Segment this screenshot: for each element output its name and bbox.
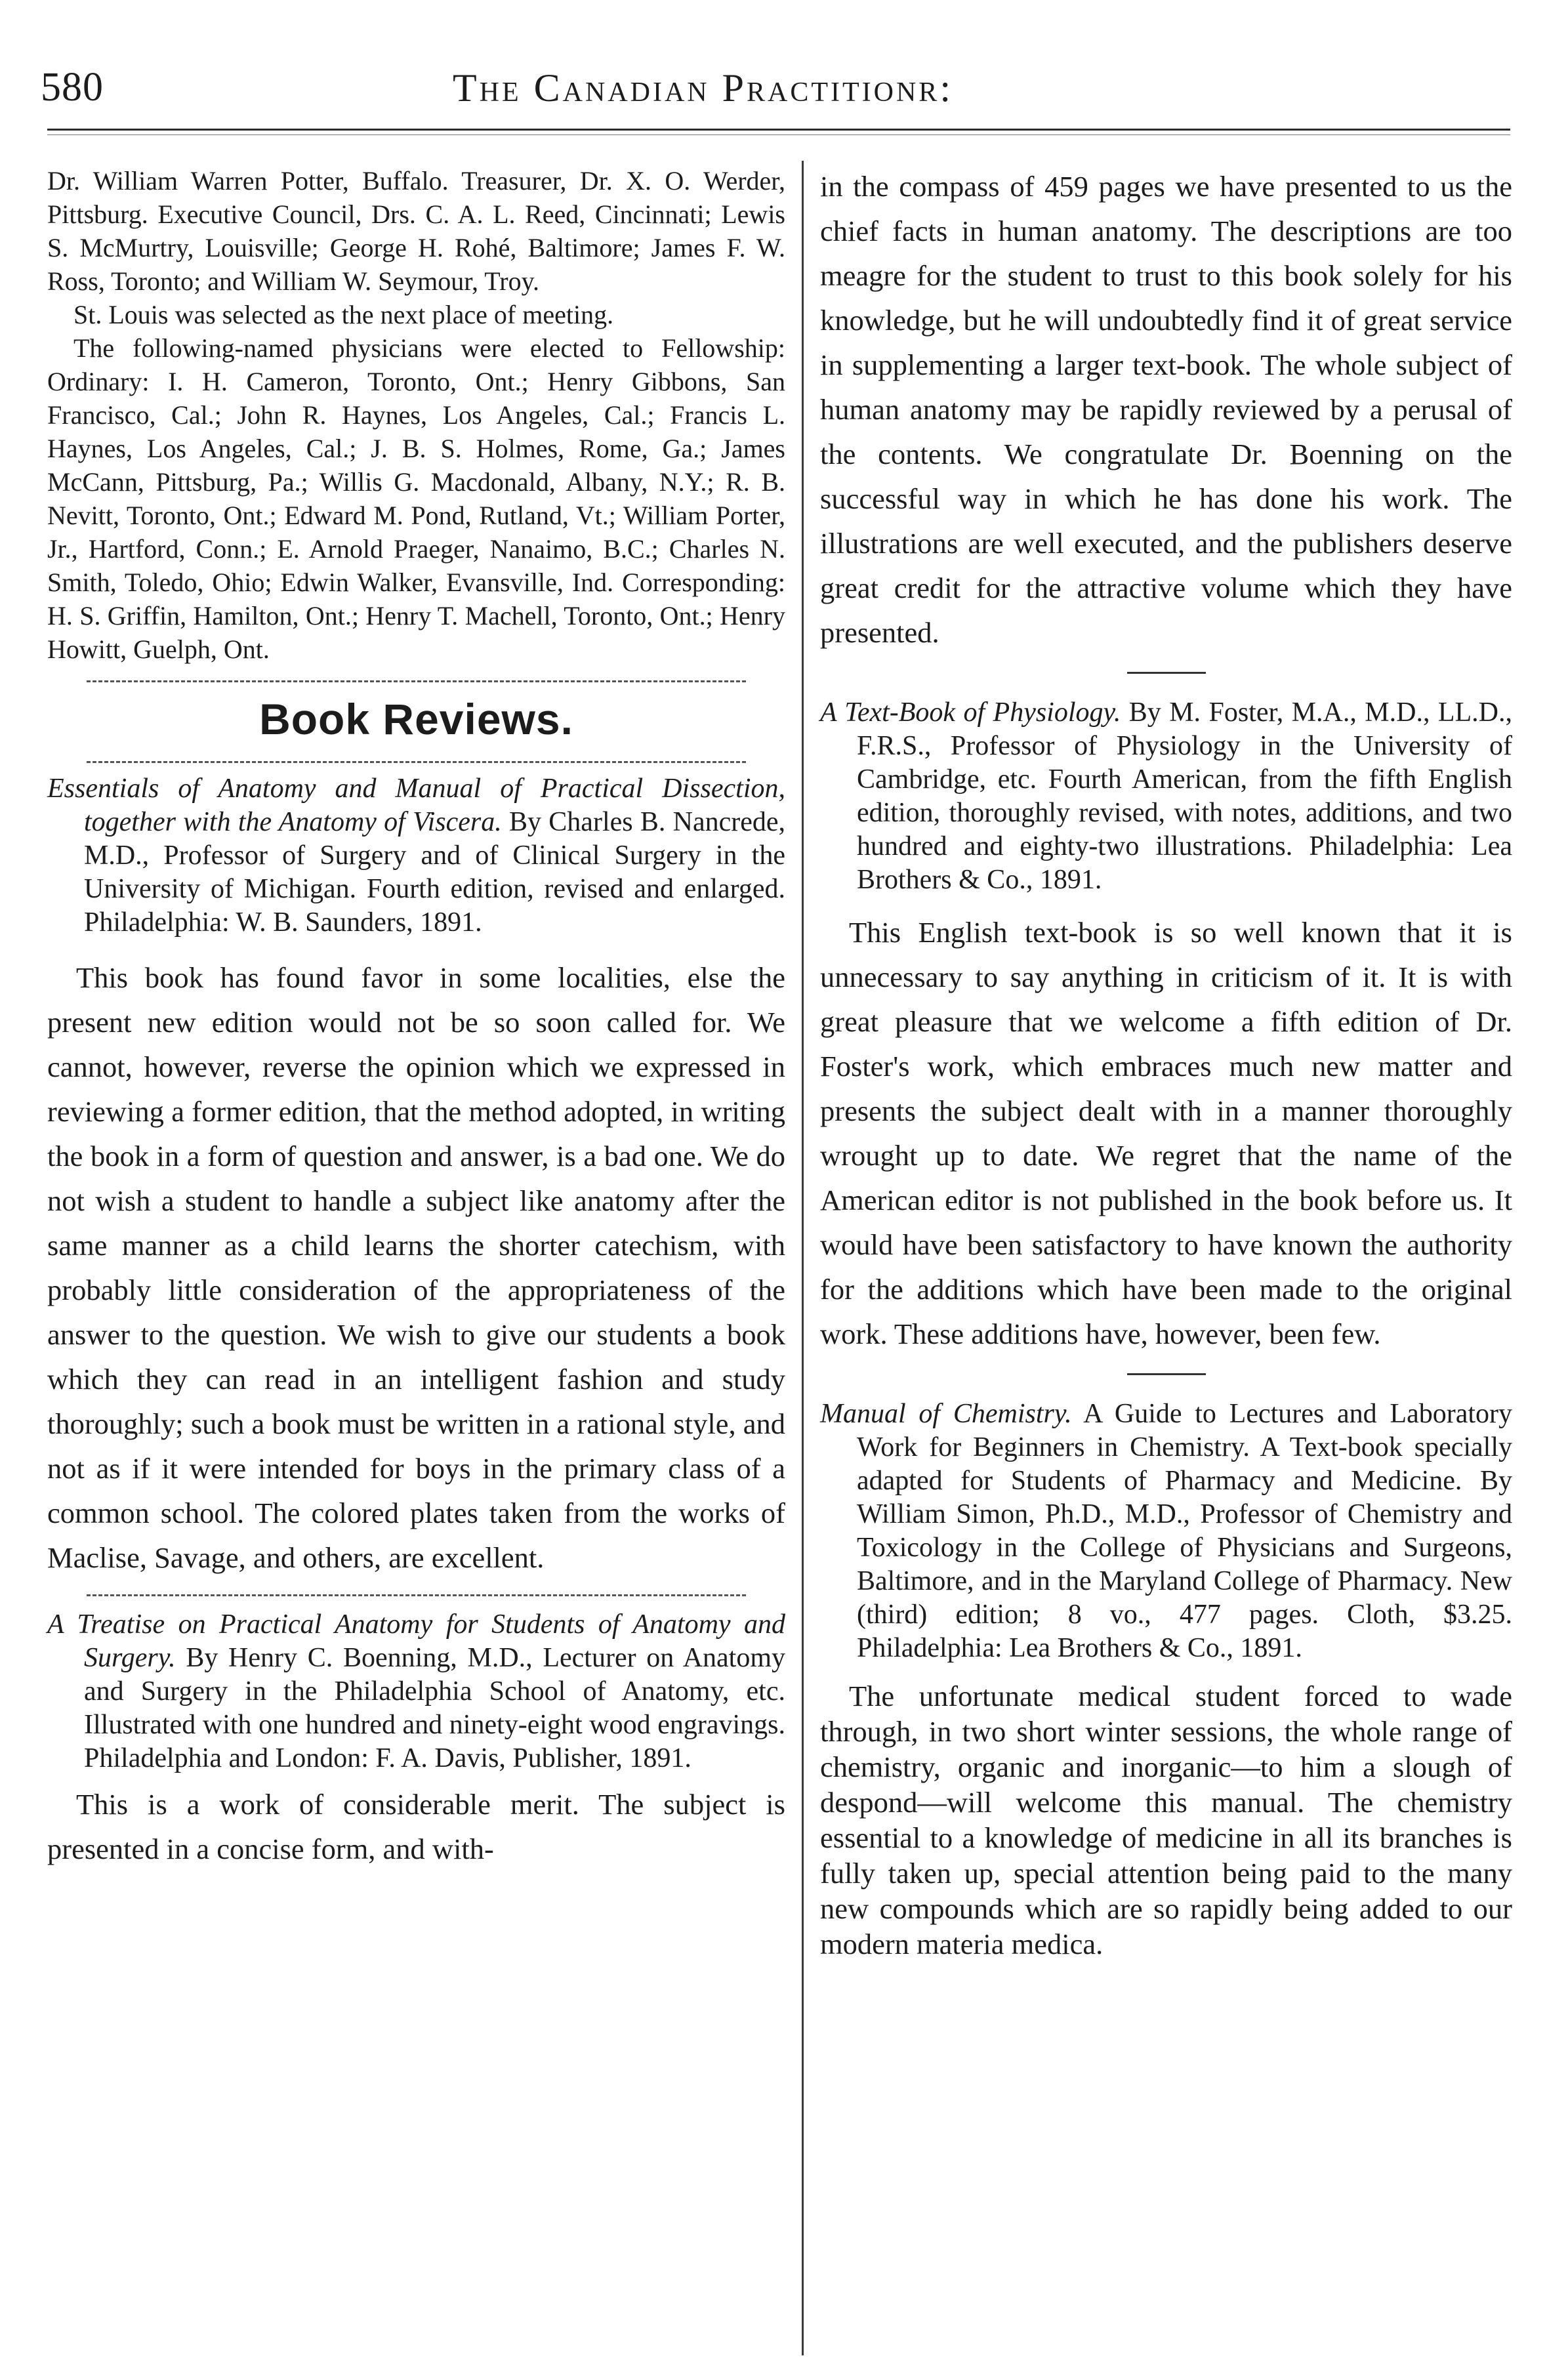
review-citation xyxy=(47,1608,785,1775)
meeting-paragraph: St. Louis was selected as the next place of meeting. xyxy=(73,300,614,329)
review-body: The unfortunate medical student forced to wade through, in two short winter sessions, the whole range of chemistry, organic and inorganic—to him a slough of despond—will welcome this manual. The chemistry essential to a knowledge of medicine in all its branches is fully taken up, special attention being paid to the many new compounds which are so rapidly being added to our modern materia medica. xyxy=(820,1680,1512,1960)
review-divider xyxy=(1127,672,1206,674)
officers-paragraph: Dr. William Warren Potter, Buffalo. Treasurer, Dr. X. O. Werder, Pittsburg. Executive Council, Drs. C. A. L. Reed, Cincinnati; Lewis S. McMurtry, Louisville; George H. Rohé, Baltimore; James F. W. Ross, Toronto; and William W. Seymour, Troy. xyxy=(47,166,785,296)
running-title: The Canadian Practitionr: xyxy=(453,66,953,110)
review-citation xyxy=(820,1397,1512,1665)
page-number: 580 xyxy=(41,65,104,110)
review-divider xyxy=(1127,1373,1206,1375)
review-body-continued: in the compass of 459 pages we have presented to us the chief facts in human anatomy. The descriptions are too meagre for the student to trust to this book solely for his knowledge, but he will undoubtedly find it of great service in supplementing a larger text-book. The whole subject of human anatomy may be rapidly reviewed by a perusal of the contents. We congratulate Dr. Boenning on the successful way in which he has done his work. The illustrations are well executed, and the publishers deserve great credit for the attractive volume which they have presented. xyxy=(820,170,1512,649)
society-notice xyxy=(47,164,785,666)
review-citation xyxy=(820,696,1512,897)
book-details: By M. Foster, M.A., M.D., LL.D., F.R.S., Professor of Physiology in the University of Cambridge, etc. Fourth American, from the fifth English edition, thoroughly revised, with notes, additions, and two hundred and eighty-two illustrations. Philadelphia: Lea Brothers & Co., 1891. xyxy=(857,697,1513,895)
book-title: A Treatise on Practical Anatomy for Students of Anatomy and Surgery. xyxy=(47,1609,785,1673)
book-details: By Charles B. Nancrede, M.D., Professor of Surgery and of Clinical Surgery in the University of Michigan. Fourth edition, revised and enlarged. Philadelphia: W. B. Saunders, 1891. xyxy=(84,807,785,938)
book-details: By Henry C. Boenning, M.D., Lecturer on Anatomy and Surgery in the Philadelphia School of Anatomy, etc. Illustrated with one hundred and ninety-eight wood engravings. Philadelphia and London: F. A. Davis, Publisher, 1891. xyxy=(84,1643,785,1773)
heading-divider xyxy=(87,761,746,763)
review-body: This is a work of considerable merit. The subject is presented in a concise form, and with- xyxy=(47,1788,785,1865)
review-divider xyxy=(87,1594,746,1596)
book-title: Essentials of Anatomy and Manual of Practical Dissection, together with the Anatomy of Viscera. xyxy=(47,774,785,837)
header-rule-thin xyxy=(47,134,1510,135)
fellowship-paragraph: The following-named physicians were elected to Fellowship: Ordinary: I. H. Cameron, Toronto, Ont.; Henry Gibbons, San Francisco, Cal.; John R. Haynes, Los Angeles, Cal.; Francis L. Haynes, Los Angeles, Cal.; J. B. S. Holmes, Rome, Ga.; James McCann, Pittsburg, Pa.; Willis G. Macdonald, Albany, N.Y.; R. B. Nevitt, Toronto, Ont.; Edward M. Pond, Rutland, Vt.; William Porter, Jr., Hartford, Conn.; E. Arnold Praeger, Nanaimo, B.C.; Charles N. Smith, Toledo, Ohio; Edwin Walker, Evansville, Ind. Corresponding: H. S. Griffin, Hamilton, Ont.; Henry T. Machell, Toronto, Ont.; Henry Howitt, Guelph, Ont. xyxy=(47,333,785,664)
review-body: This English text-book is so well known that it is unnecessary to say anything in criticism of it. It is with great pleasure that we welcome a fifth edition of Dr. Foster's work, which embraces much new matter and presents the subject dealt with in a manner thoroughly wrought up to date. We regret that the name of the American editor is not published in the book before us. It would have been satisfactory to have known the authority for the additions which have been made to the original work. These additions have, however, been few. xyxy=(820,916,1512,1350)
header-rule xyxy=(47,129,1510,131)
column-divider xyxy=(802,161,804,2355)
review-body: This book has found favor in some localities, else the present new edition would not be so soon called for. We cannot, however, reverse the opinion which we expressed in reviewing a former edition, that the method adopted, in writing the book in a form of question and answer, is a bad one. We do not wish a student to handle a subject like anatomy after the same manner as a child learns the shorter catechism, with probably little consideration of the appropriateness of the answer to the question. We wish to give our students a book which they can read in an intelligent fashion and study thoroughly; such a book must be written in a rational style, and not as if it were intended for boys in the primary class of a common school. The colored plates taken from the works of Maclise, Savage, and others, are excellent. xyxy=(47,961,785,1574)
section-divider xyxy=(87,680,746,682)
book-title: A Text-Book of Physiology. xyxy=(820,697,1121,728)
review-citation xyxy=(47,772,785,940)
left-column xyxy=(47,164,785,1871)
right-column xyxy=(820,164,1512,1962)
book-title: Manual of Chemistry. xyxy=(820,1399,1072,1429)
section-heading: Book Reviews. xyxy=(259,695,573,743)
book-details: A Guide to Lectures and Laboratory Work for Beginners in Chemistry. A Text-book specially adapted for Students of Pharmacy and Medicine. By William Simon, Ph.D., M.D., Professor of Chemistry and Toxicology in the College of Physicians and Surgeons, Baltimore, and in the Maryland College of Pharmacy. New (third) edition; 8 vo., 477 pages. Cloth, $3.25. Philadelphia: Lea Brothers & Co., 1891. xyxy=(857,1399,1512,1663)
